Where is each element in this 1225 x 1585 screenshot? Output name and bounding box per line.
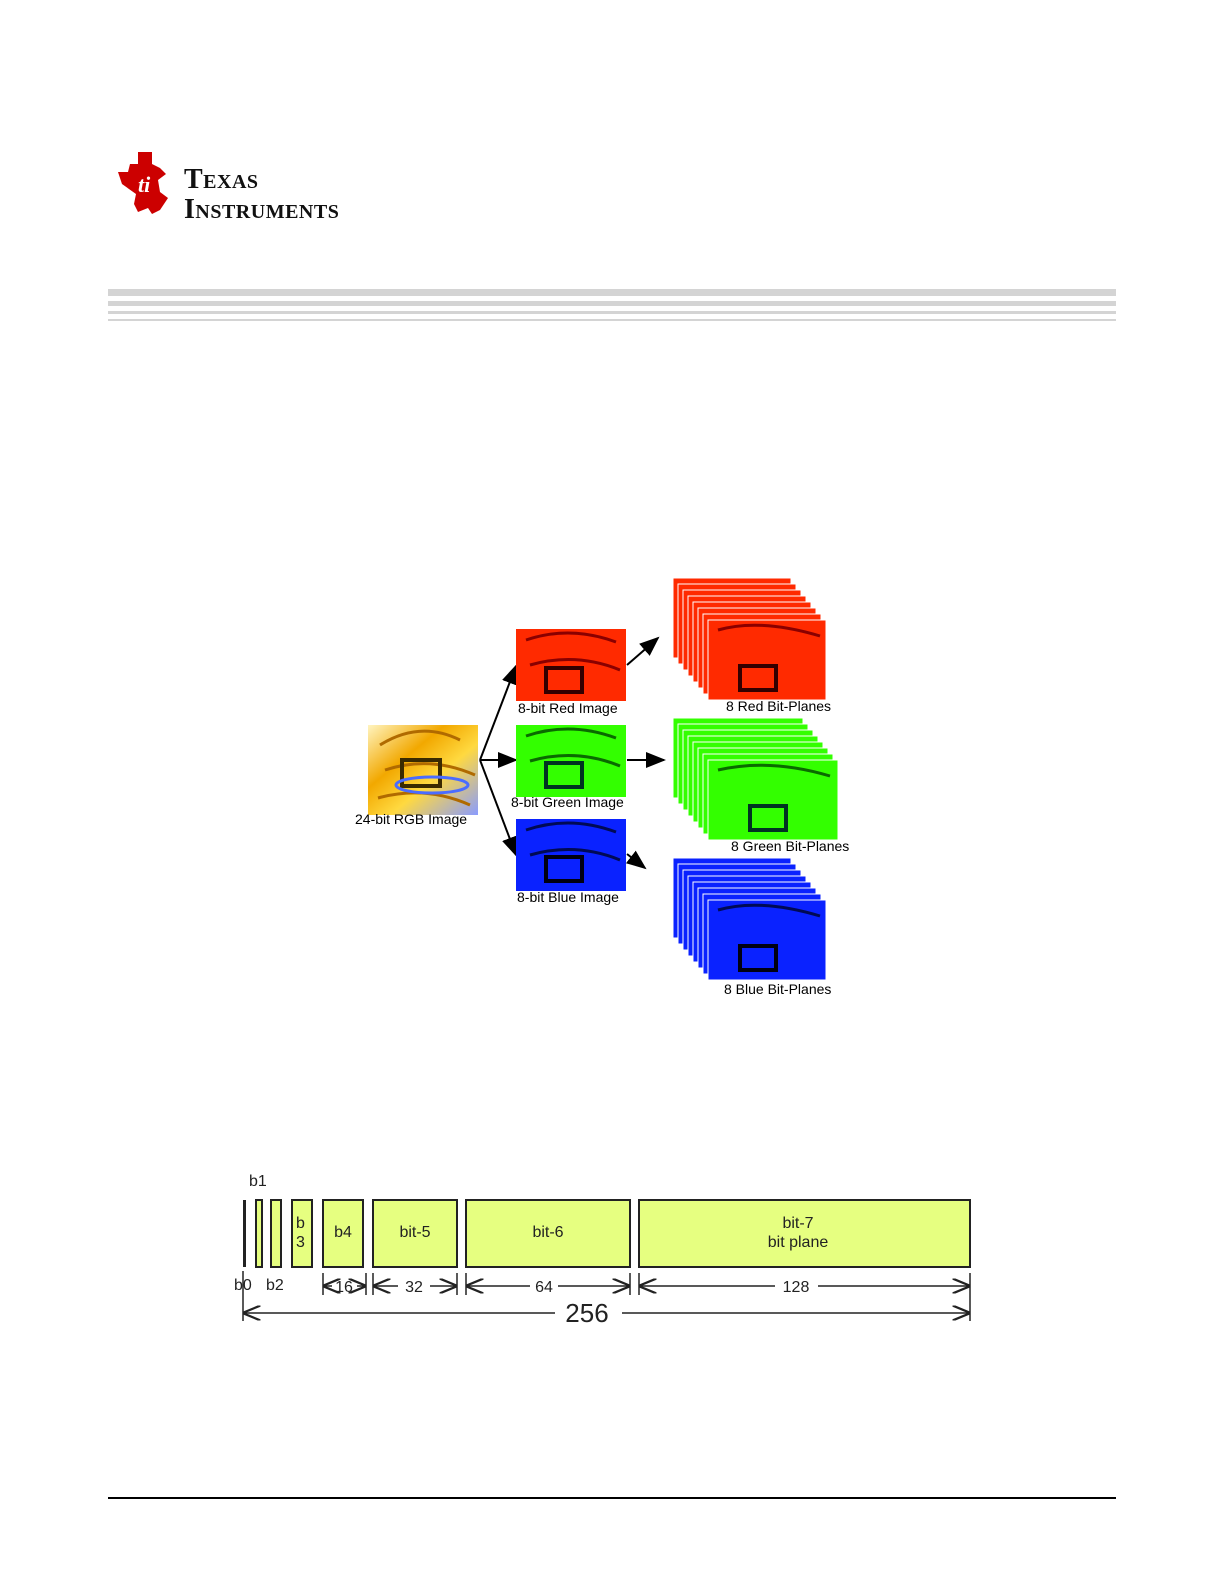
label-bit5: bit-5 [399, 1224, 431, 1241]
label-bit7-line2: bit plane [767, 1234, 829, 1251]
label-bit6: bit-6 [532, 1224, 564, 1241]
logo-text-instruments: Instruments [184, 194, 340, 225]
svg-text:ti: ti [138, 172, 151, 197]
blue-channel-image [516, 819, 626, 891]
header-rule-1 [108, 289, 1116, 296]
label-green-planes: 8 Green Bit-Planes [731, 838, 850, 854]
bitplane-weight-graphics [230, 1165, 990, 1340]
blue-bitplane-stack [673, 858, 826, 980]
header-rule-2 [108, 301, 1116, 306]
bitplane-weight-figure [230, 1165, 990, 1340]
header-rule-4 [108, 319, 1116, 321]
dim-label-16: 16 [335, 1279, 353, 1296]
rgb-source-image [368, 725, 478, 815]
label-b1: b1 [249, 1173, 267, 1190]
bar-b2 [271, 1200, 281, 1267]
red-channel-image [516, 629, 626, 701]
bar-b1 [256, 1200, 262, 1267]
arrow-to-blue-planes [627, 854, 645, 868]
ti-logo-icon [108, 150, 178, 220]
arrow-to-red [480, 666, 516, 760]
green-channel-image [516, 725, 626, 797]
label-b0: b0 [234, 1277, 252, 1294]
label-red-planes: 8 Red Bit-Planes [726, 698, 832, 714]
rgb-bitplane-figure [340, 570, 880, 1010]
red-bitplane-stack [673, 578, 826, 700]
label-blue-planes: 8 Blue Bit-Planes [724, 981, 832, 997]
header-rule-3 [108, 311, 1116, 314]
label-b2: b2 [266, 1277, 284, 1294]
label-b4: b4 [334, 1224, 352, 1241]
dim-label-32: 32 [405, 1279, 423, 1296]
label-green-image: 8-bit Green Image [511, 794, 624, 810]
label-rgb-image: 24-bit RGB Image [355, 811, 468, 827]
label-b3-line2: 3 [296, 1234, 305, 1251]
label-blue-image: 8-bit Blue Image [517, 889, 619, 905]
logo-text-texas: Texas [184, 164, 259, 195]
green-bitplane-stack [673, 718, 838, 840]
label-b3-line1: b [296, 1215, 305, 1232]
rgb-figure-graphics [340, 570, 880, 1010]
ti-logo [108, 150, 418, 230]
dim-label-128: 128 [782, 1279, 810, 1296]
label-red-image: 8-bit Red Image [518, 700, 618, 716]
label-bit7-line1: bit-7 [782, 1215, 814, 1232]
footer-rule [108, 1497, 1116, 1499]
dim-label-64: 64 [535, 1279, 553, 1296]
bar-b0 [243, 1200, 246, 1267]
dim-label-256: 256 [565, 1298, 609, 1328]
arrow-to-red-planes [627, 638, 658, 665]
